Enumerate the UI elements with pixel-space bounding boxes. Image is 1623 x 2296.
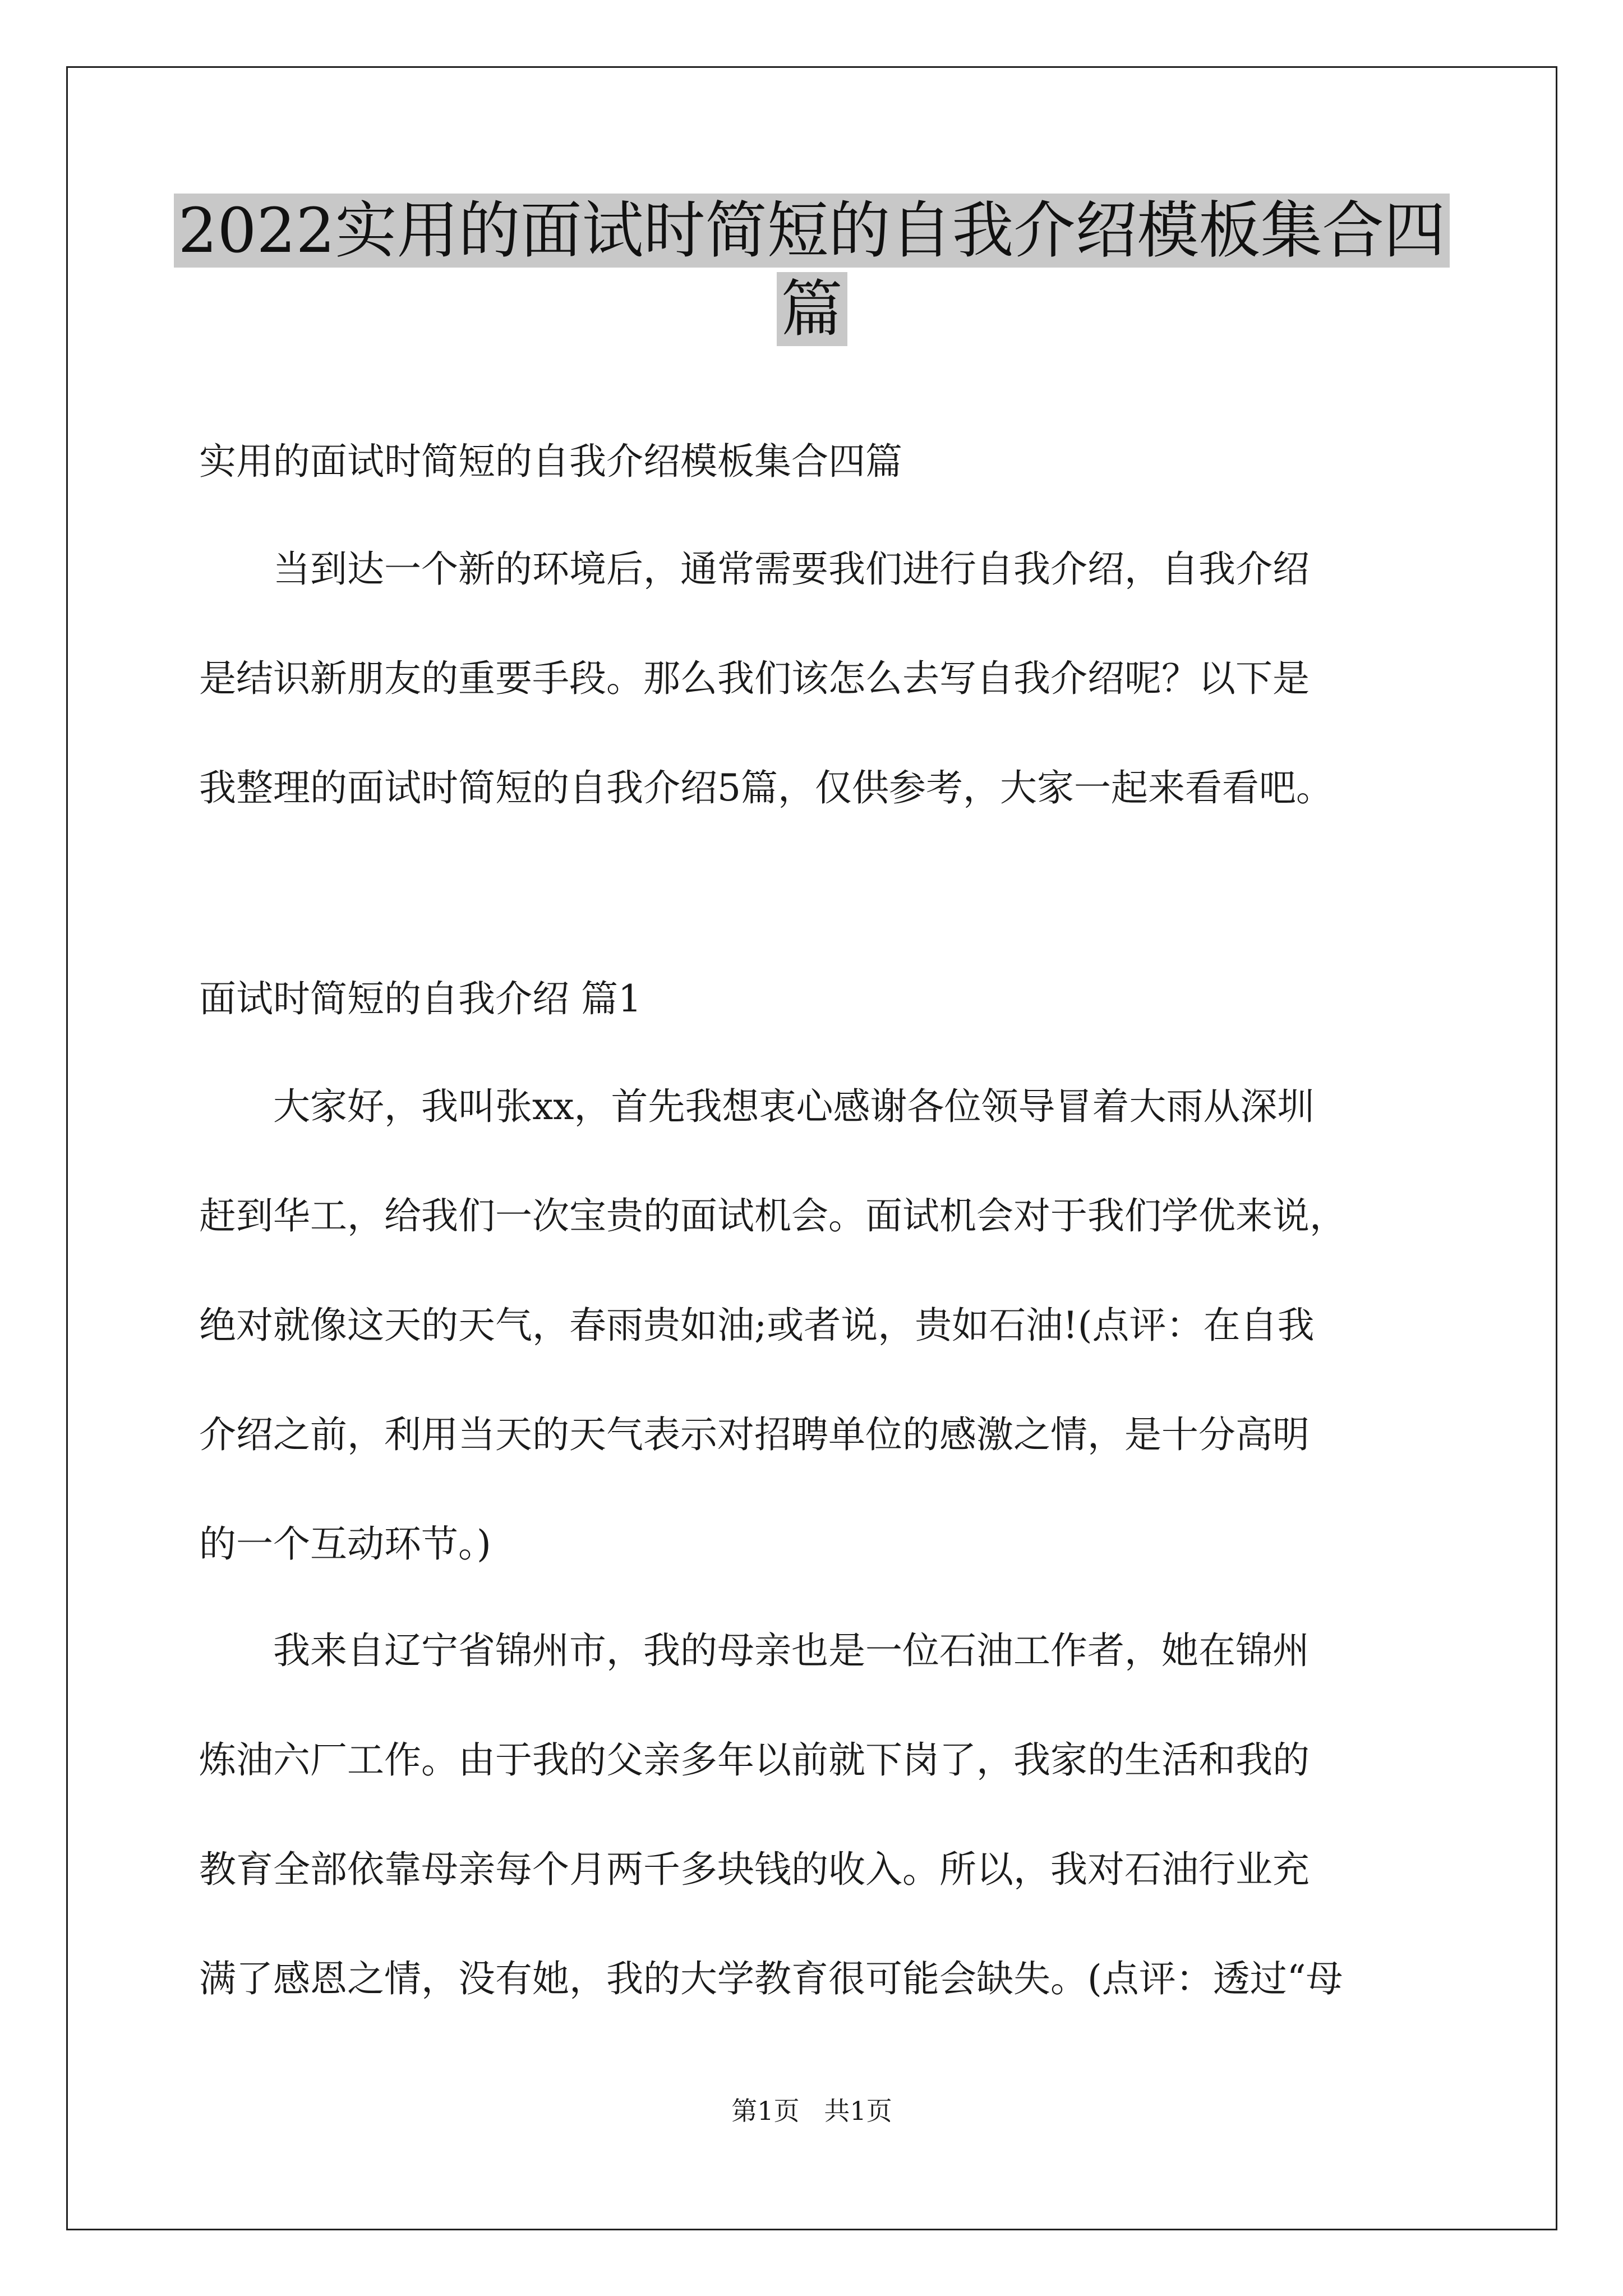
document-title bbox=[66, 194, 1557, 346]
subtitle: 实用的面试时简短的自我介绍模板集合四篇 bbox=[199, 440, 902, 483]
paragraph-line: 赶到华工，给我们一次宝贵的面试机会。面试机会对于我们学优来说， bbox=[199, 1194, 1347, 1237]
paragraph-line: 大家好，我叫张xx，首先我想衷心感谢各位领导冒着大雨从深圳 bbox=[199, 1085, 1315, 1128]
paragraph-line: 满了感恩之情，没有她，我的大学教育很可能会缺失。(点评：透过“母 bbox=[199, 1957, 1343, 2000]
paragraph-line: 介绍之前，利用当天的天气表示对招聘单位的感激之情，是十分高明 bbox=[199, 1413, 1310, 1456]
title-line-2: 篇 bbox=[777, 272, 847, 346]
paragraph-line: 教育全部依靠母亲每个月两千多块钱的收入。所以，我对石油行业充 bbox=[199, 1848, 1310, 1891]
intro-line: 当到达一个新的环境后，通常需要我们进行自我介绍，自我介绍 bbox=[199, 547, 1310, 591]
paragraph-line: 的一个互动环节。) bbox=[199, 1522, 491, 1566]
section-heading: 面试时简短的自我介绍 篇1 bbox=[199, 977, 642, 1020]
intro-line: 是结识新朋友的重要手段。那么我们该怎么去写自我介绍呢？以下是 bbox=[199, 657, 1310, 700]
paragraph-line: 我来自辽宁省锦州市，我的母亲也是一位石油工作者，她在锦州 bbox=[199, 1629, 1310, 1672]
title-line-1: 2022实用的面试时简短的自我介绍模板集合四 bbox=[174, 194, 1450, 268]
paragraph-line: 绝对就像这天的天气，春雨贵如油;或者说，贵如石油!(点评：在自我 bbox=[199, 1304, 1315, 1347]
page-footer: 第1页 共1页 bbox=[731, 2096, 892, 2126]
page-border bbox=[66, 66, 1557, 2230]
intro-line: 我整理的面试时简短的自我介绍5篇，仅供参考，大家一起来看看吧。 bbox=[199, 766, 1333, 809]
paragraph-line: 炼油六厂工作。由于我的父亲多年以前就下岗了，我家的生活和我的 bbox=[199, 1738, 1310, 1782]
